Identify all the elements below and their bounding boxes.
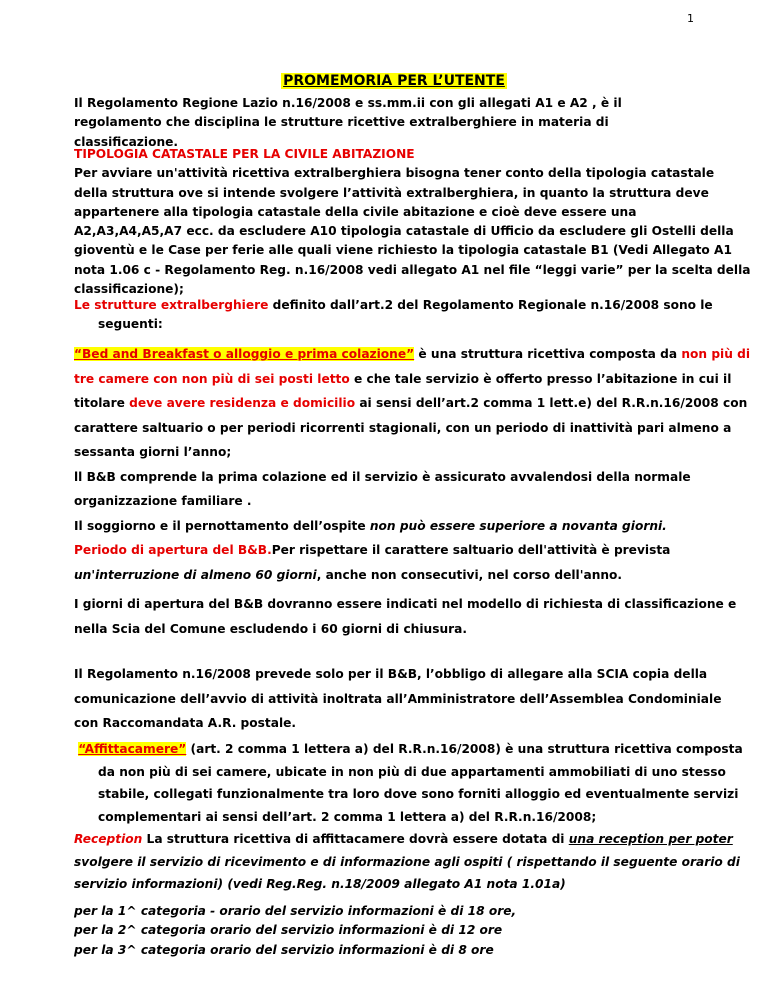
strutture-line2: seguenti:	[98, 317, 163, 332]
page-title: PROMEMORIA PER L’UTENTE	[283, 73, 505, 89]
strutture-term: Le strutture extralberghiere	[74, 298, 269, 312]
giorni-line: I giorni di apertura del B&B dovranno essere indicati nel modello di richiesta di classificazione e	[74, 597, 737, 611]
affittacamere-line: complementari ai sensi dell’art. 2 comma 1 lettera a) del R.R.n.16/2008;	[98, 809, 597, 824]
tipologia-line: nota 1.06 c - Regolamento Reg. n.16/2008 vedi allegato A1 nel file “leggi varie” per la scelta della	[74, 262, 751, 277]
regolamento-line: con Raccomandata A.R. postale.	[74, 716, 297, 730]
title-container	[0, 70, 768, 89]
tipologia-line: classificazione);	[74, 282, 184, 297]
affittacamere-text: La struttura ricettiva di affittacamere dovrà essere dotata di	[142, 832, 569, 846]
bnb-text: e che tale servizio è offerto presso l’abitazione in cui il	[349, 371, 732, 386]
regolamento-paragraph	[74, 662, 722, 736]
categoria-item: per la 1^ categoria - orario del servizio informazioni è di 18 ore,	[74, 904, 517, 918]
bnb-red-text: deve avere residenza e domicilio	[129, 396, 356, 410]
intro-paragraph: Il Regolamento Regione Lazio n.16/2008 e ss.mm.ii con gli allegati A1 e A2 , è il regolamento che disciplina le strutture ricettive extralberghiere in materia di classificazione.	[74, 96, 622, 149]
regolamento-line: comunicazione dell’avvio di attività inoltrata all’Amministratore dell’Assemblea Condominiale	[74, 691, 722, 706]
categorie-list	[74, 902, 706, 960]
giorni-paragraph	[74, 592, 737, 641]
bnb-text: Per rispettare il carattere saltuario dell'attività è prevista	[271, 543, 671, 557]
tipologia-line: appartenere alla tipologia catastale della civile abitazione e cioè deve essere una	[74, 204, 637, 219]
affittacamere-section	[74, 738, 743, 896]
affittacamere-italic-text: una reception per poter	[568, 832, 733, 846]
affittacamere-text: (art. 2 comma 1 lettera a) del R.R.n.16/2008) è una struttura ricettiva composta	[186, 742, 743, 756]
regolamento-line: Il Regolamento n.16/2008 prevede solo per il B&B, l’obbligo di allegare alla SCIA copia della	[74, 667, 708, 681]
bnb-section	[74, 342, 751, 587]
bnb-text: ai sensi dell’art.2 comma 1 lett.e) del R.R.n.16/2008 con	[355, 396, 748, 410]
strutture-paragraph	[74, 296, 713, 335]
bnb-line: ll B&B comprende la prima colazione ed il servizio è assicurato avvalendosi della normale	[74, 469, 691, 484]
tipologia-line: della struttura ove si intende svolgere l’attività extralberghiera, in quanto la struttura deve	[74, 185, 709, 200]
bnb-term: “Bed and Breakfast o alloggio e prima colazione”	[74, 347, 415, 361]
bnb-line: organizzazione familiare .	[74, 494, 252, 508]
affittacamere-italic-line: servizio informazioni) (vedi Reg.Reg. n.18/2009 allegato A1 nota 1.01a)	[74, 877, 566, 891]
tipologia-line: Per avviare un'attività ricettiva extralberghiera bisogna tener conto della tipologia catastale	[74, 166, 715, 181]
bnb-text: è una struttura ricettiva composta da	[414, 347, 682, 361]
reception-label: Reception	[74, 832, 143, 846]
bnb-apertura-label: Periodo di apertura del B&B.	[74, 543, 272, 557]
giorni-line: nella Scia del Comune escludendo i 60 giorni di chiusura.	[74, 621, 468, 636]
bnb-text: titolare	[74, 396, 130, 410]
bnb-red-text: non più di	[681, 347, 751, 361]
tipologia-section	[74, 145, 751, 299]
affittacamere-term: “Affittacamere”	[78, 742, 187, 756]
tipologia-line: A2,A3,A4,A5,A7 ecc. da escludere A10 tipologia catastale di Ufficio da escludere gli Ostelli della	[74, 224, 734, 239]
bnb-text: Il soggiorno e il pernottamento dell’ospite	[74, 518, 370, 533]
bnb-line: carattere saltuario o per periodi ricorrenti stagionali, con un periodo di inattività pari almeno a	[74, 420, 732, 435]
bnb-red-text: tre camere con non più di sei posti letto	[74, 371, 350, 386]
affittacamere-italic-line: svolgere il servizio di ricevimento e di informazione agli ospiti ( rispettando il seguente orario di	[74, 854, 740, 869]
bnb-italic-text: non può essere superiore a novanta giorni.	[369, 518, 667, 533]
bnb-text: , anche non consecutivi, nel corso dell'anno.	[316, 567, 623, 582]
bnb-italic-text: un'interruzione di almeno 60 giorni	[74, 567, 317, 582]
page-number: 1	[687, 12, 694, 25]
affittacamere-line: da non più di sei camere, ubicate in non più di due appartamenti ammobiliati di uno stesso	[98, 764, 726, 779]
tipologia-line: gioventù e le Case per ferie alle quali viene richiesto la tipologia catastale B1 (Vedi Allegato A1	[74, 243, 732, 258]
categoria-item: per la 2^ categoria orario del servizio informazioni è di 12 ore	[74, 923, 503, 938]
categoria-item: per la 3^ categoria orario del servizio informazioni è di 8 ore	[74, 942, 494, 957]
tipologia-heading: TIPOLOGIA CATASTALE PER LA CIVILE ABITAZIONE	[74, 147, 415, 161]
bnb-line: sessanta giorni l’anno;	[74, 445, 232, 459]
strutture-text: definito dall’art.2 del Regolamento Regionale n.16/2008 sono le	[268, 298, 713, 312]
affittacamere-line: stabile, collegati funzionalmente tra loro dove sono forniti alloggio ed eventualmente servizi	[98, 787, 739, 801]
